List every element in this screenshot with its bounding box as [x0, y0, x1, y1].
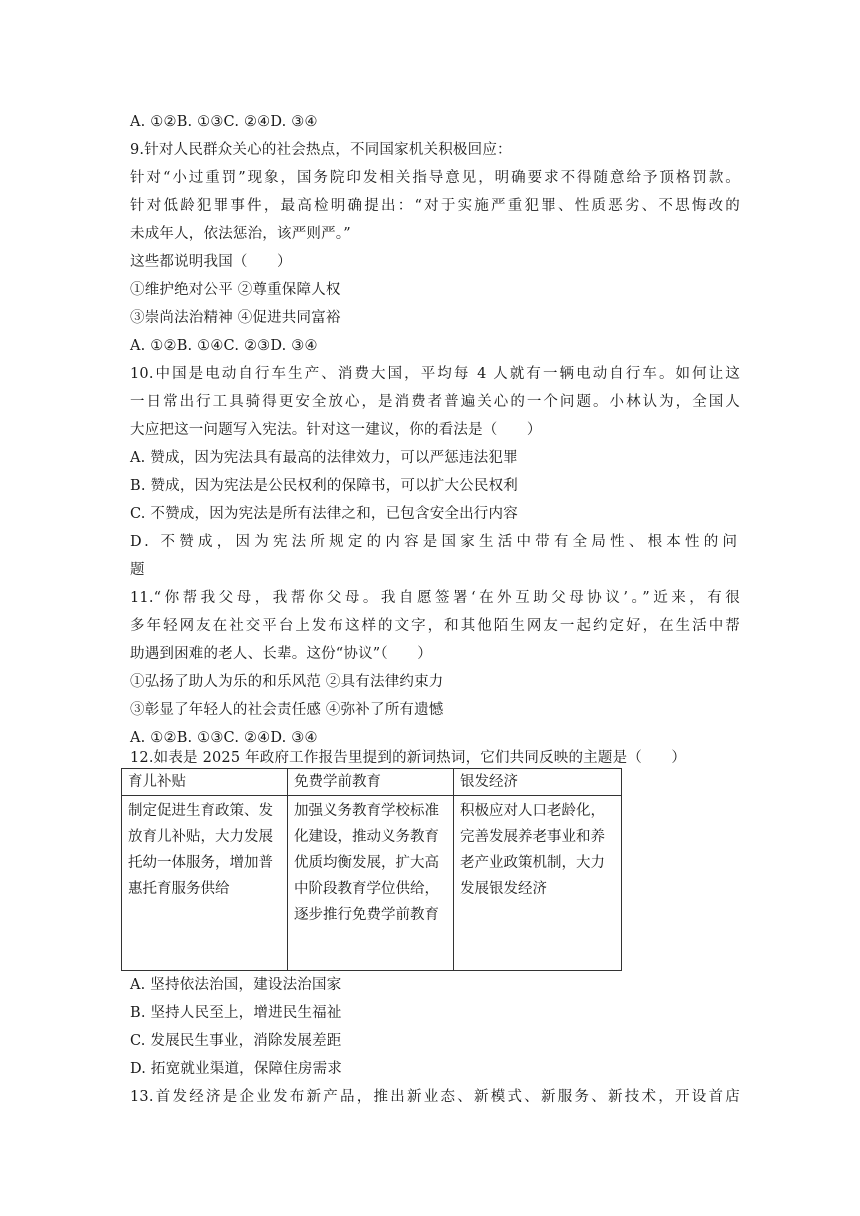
q10-option-d-cont: 题 [130, 562, 145, 578]
q9-stem: 9.针对人民群众关心的社会热点，不同国家机关积极回应： [130, 142, 512, 158]
q11-text-line: 助遇到困难的老人、长辈。这份“协议”（ ） [130, 646, 432, 662]
q13-stem: 13.首发经济是企业发布新产品，推出新业态、新模式、新服务、新技术，开设首店 [130, 1089, 740, 1105]
q11-stem: 11.“你帮我父母，我帮你父母。我自愿签署‘在外互助父母协议’。”近来，有很 [130, 590, 740, 606]
q11-choice-line: ①弘扬了助人为乐的和乐风范 ②具有法律约束力 [130, 674, 444, 690]
table-header-cell: 育儿补贴 [122, 769, 288, 796]
table-header-cell: 银发经济 [454, 769, 622, 796]
q11-text-line: 多年轻网友在社交平台上发布这样的文字，和其他陌生网友一起约定好，在生活中帮 [130, 618, 740, 634]
q12-stem: 12.如表是 2025 年政府工作报告里提到的新词热词，它们共同反映的主题是（ ） [130, 750, 687, 766]
q9-prompt: 这些都说明我国（ ） [130, 254, 292, 270]
q9-text-line: 未成年人，依法惩治，该严则严。” [130, 226, 351, 242]
table-row [122, 796, 622, 971]
keyword-table [121, 768, 622, 971]
q12-option-c: C. 发展民生事业，消除发展差距 [130, 1033, 342, 1049]
table-cell: 制定促进生育政策、发放育儿补贴，大力发展托幼一体服务，增加普惠托育服务供给 [122, 796, 288, 971]
q12-option-a: A. 坚持依法治国，建设法治国家 [130, 977, 342, 993]
q11-options: A. ①②B. ①③C. ②④D. ③④ [130, 730, 318, 746]
q10-stem: 10.中国是电动自行车生产、消费大国，平均每 4 人就有一辆电动自行车。如何让这 [130, 366, 740, 382]
q8-options: A. ①②B. ①③C. ②④D. ③④ [130, 114, 318, 130]
q10-text-line: 一日常出行工具骑得更安全放心，是消费者普遍关心的一个问题。小林认为，全国人 [130, 394, 740, 410]
q9-choice-line: ③崇尚法治精神 ④促进共同富裕 [130, 310, 341, 326]
q12-option-d: D. 拓宽就业渠道，保障住房需求 [130, 1061, 343, 1077]
q10-text-line: 大应把这一问题写入宪法。针对这一建议，你的看法是（ ） [130, 422, 542, 438]
q10-option-a: A. 赞成，因为宪法具有最高的法律效力，可以严惩违法犯罪 [130, 450, 518, 466]
table-cell: 加强义务教育学校标准化建设，推动义务教育优质均衡发展，扩大高中阶段教育学位供给，逐步推行免费学前教育 [288, 796, 454, 971]
q11-choice-line: ③彰显了年轻人的社会责任感 ④弥补了所有遗憾 [130, 702, 444, 718]
q12-option-b: B. 坚持人民至上，增进民生福祉 [130, 1005, 342, 1021]
table-header-cell: 免费学前教育 [288, 769, 454, 796]
q10-option-d: D. 不赞成，因为宪法所规定的内容是国家生活中带有全局性、根本性的问 [130, 534, 740, 550]
table-header-row [122, 769, 622, 796]
q9-options: A. ①②B. ①④C. ②③D. ③④ [130, 338, 318, 354]
q9-text-line: 针对“小过重罚”现象，国务院印发相关指导意见，明确要求不得随意给予顶格罚款。 [130, 170, 740, 186]
q9-choice-line: ①维护绝对公平 ②尊重保障人权 [130, 282, 341, 298]
table-cell: 积极应对人口老龄化，完善发展养老事业和养老产业政策机制，大力发展银发经济 [454, 796, 622, 971]
q10-option-c: C. 不赞成，因为宪法是所有法律之和，已包含安全出行内容 [130, 506, 518, 522]
q10-option-b: B. 赞成，因为宪法是公民权利的保障书，可以扩大公民权利 [130, 478, 518, 494]
q9-text-line: 针对低龄犯罪事件，最高检明确提出：“对于实施严重犯罪、性质恶劣、不思悔改的 [130, 198, 740, 214]
